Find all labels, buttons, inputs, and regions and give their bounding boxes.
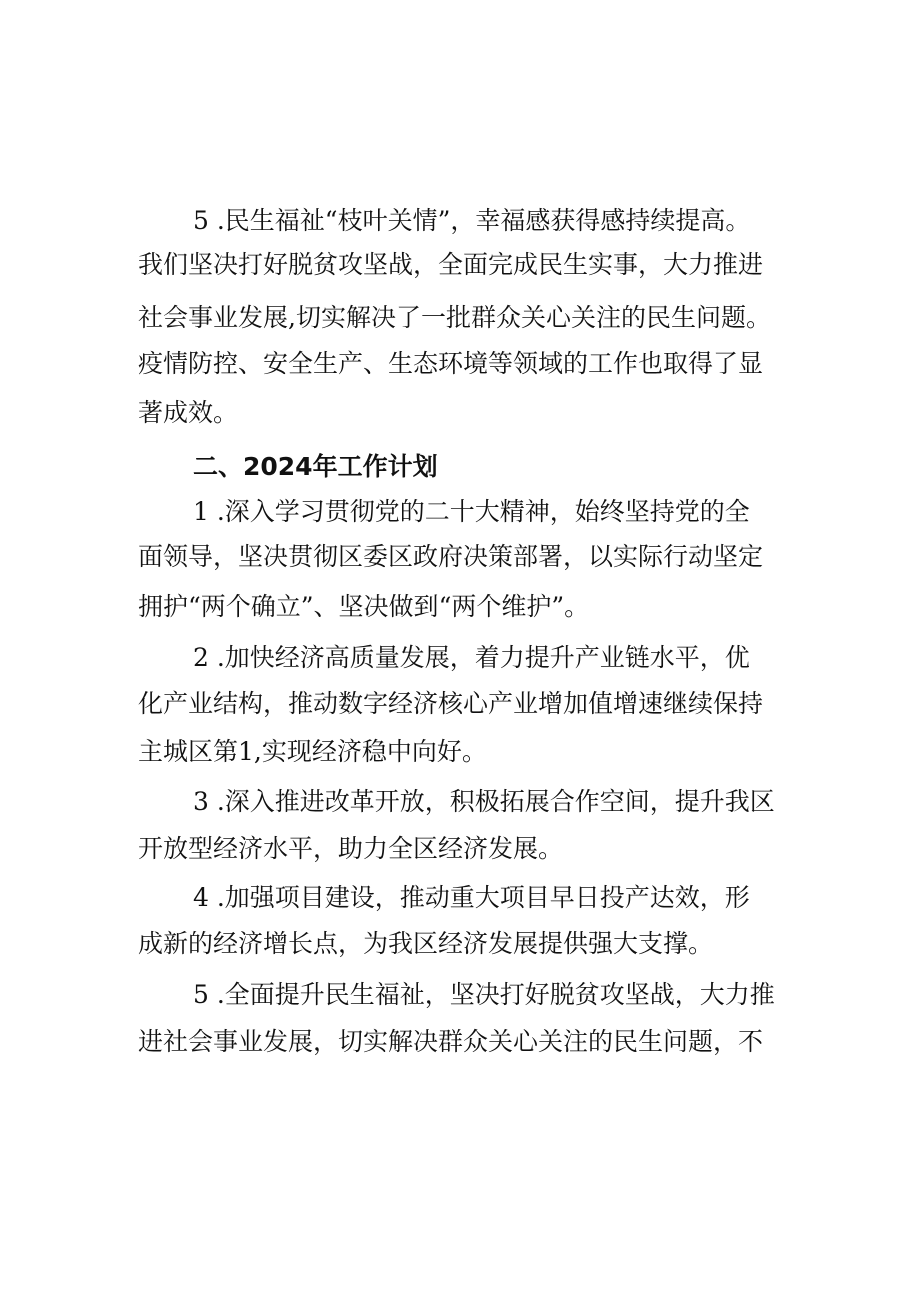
paragraph-5-line-1: 5 .民生福祉“枝叶关情”，幸福感获得感持续提高。: [193, 206, 751, 235]
plan-item-4-line-1: 4 .加强项目建设，推动重大项目早日投产达效，形: [193, 883, 750, 912]
paragraph-5-line-4: 疫情防控、安全生产、生态环境等领域的工作也取得了显: [138, 349, 764, 378]
paragraph-5-line-2: 我们坚决打好脱贫攻坚战，全面完成民生实事，大力推进: [138, 250, 764, 279]
plan-item-5-line-2: 进社会事业发展，切实解决群众关心关注的民生问题，不: [138, 1027, 764, 1056]
plan-item-4-line-2: 成新的经济增长点，为我区经济发展提供强大支撑。: [138, 929, 714, 958]
plan-item-3-line-1: 3 .深入推进改革开放，积极拓展合作空间，提升我区: [193, 787, 775, 816]
section-heading: 二、2024年工作计划: [193, 452, 438, 481]
plan-item-3-line-2: 开放型经济水平，助力全区经济发展。: [138, 834, 564, 863]
plan-item-2-line-1: 2 .加快经济高质量发展，着力提升产业链水平，优: [193, 643, 750, 672]
plan-item-2-line-2: 化产业结构，推动数字经济核心产业增加值增速继续保持: [138, 689, 764, 718]
paragraph-5-line-3: 社会事业发展,切实解决了一批群众关心关注的民生问题。: [138, 303, 771, 332]
plan-item-5-line-1: 5 .全面提升民生福祉，坚决打好脱贫攻坚战，大力推: [193, 980, 775, 1009]
plan-item-1-line-1: 1 .深入学习贯彻党的二十大精神，始终坚持党的全: [193, 497, 750, 526]
plan-item-1-line-2: 面领导，坚决贯彻区委区政府决策部署，以实际行动坚定: [138, 542, 764, 571]
plan-item-2-line-3: 主城区第1,实现经济稳中向好。: [138, 737, 487, 766]
plan-item-1-line-3: 拥护“两个确立”、坚决做到“两个维护”。: [138, 592, 590, 621]
paragraph-5-line-5: 著成效。: [138, 398, 239, 427]
